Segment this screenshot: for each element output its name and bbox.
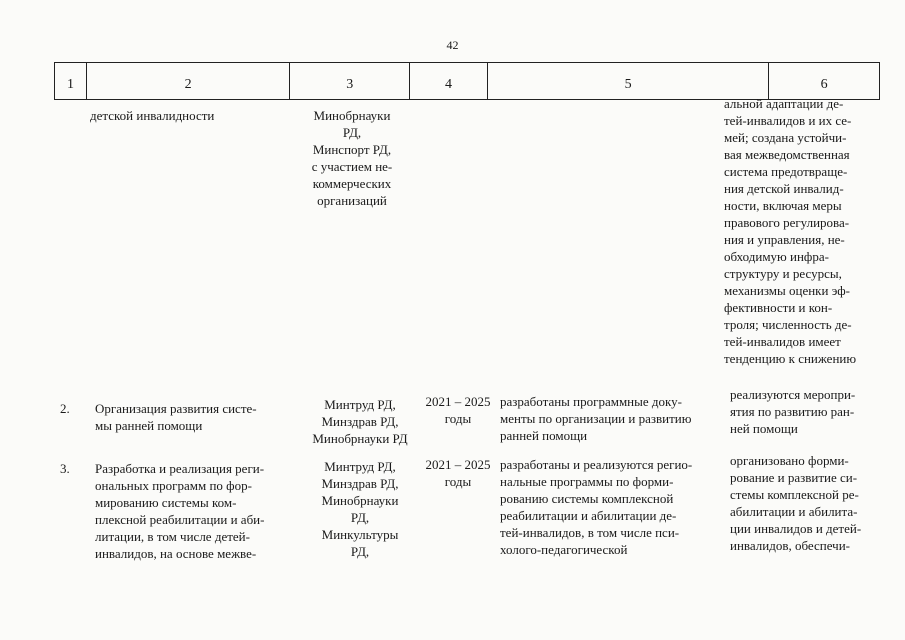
row2-number: 3.: [60, 461, 70, 476]
row2-col5: разработаны и реализуются регио- нальные программы по форми- рованию системы комплексной реабилитации и абилитации де- тей-инвалидов, в том числе пси- холого-педагогической: [500, 457, 693, 557]
row1-number: 2.: [60, 401, 70, 416]
row0-col2: детской инвалидности: [90, 108, 215, 123]
header-col-3: 3: [290, 63, 410, 99]
row1-col6: реализуются меропри- ятия по развитию ран- ней помощи: [730, 387, 856, 436]
row0-col3: Минобрнауки РД, Минспорт РД, с участием не- коммерческих организаций: [311, 108, 393, 208]
row1-col4: 2021 – 2025 годы: [425, 394, 491, 426]
row1-col3: Минтруд РД, Минздрав РД, Минобрнауки РД: [312, 397, 408, 446]
row1-col2: Организация развития систе- мы ранней помощи: [95, 401, 257, 433]
row2-col6: организовано форми- рование и развитие си- стемы комплексной ре- абилитации и абилита- ции инвалидов и детей- инвалидов, обеспечи-: [730, 453, 862, 553]
header-col-5: 5: [488, 63, 769, 99]
header-col-4: 4: [410, 63, 488, 99]
row2-col4: 2021 – 2025 годы: [425, 457, 491, 489]
header-col-2: 2: [87, 63, 291, 99]
page-number: 42: [446, 38, 459, 52]
row0-col6: альной адаптации де- тей-инвалидов и их се- мей; создана устойчи- вая межведомственная система предотвраще- ния детской инвалид- ности, включая меры правового регулирова- ния и управления, не- обходимую инфра- структуру и ресурсы, механизмы оценки эф- фективности и кон- троля; численность де- тей-инвалидов имеет тенденцию к снижению: [724, 96, 857, 366]
header-col-1: 1: [55, 63, 87, 99]
row2-col3: Минтруд РД, Минздрав РД, Минобрнауки РД, Минкультуры РД,: [321, 459, 399, 559]
row2-col2: Разработка и реализация реги- ональных программ по фор- мированию системы ком- плексной реабилитации и аби- литации, в том числе детей- инвалидов, на основе межве-: [95, 461, 265, 561]
header-col-6: 6: [820, 77, 828, 92]
row1-col5: разработаны программные доку- менты по организации и развитию ранней помощи: [500, 394, 692, 443]
